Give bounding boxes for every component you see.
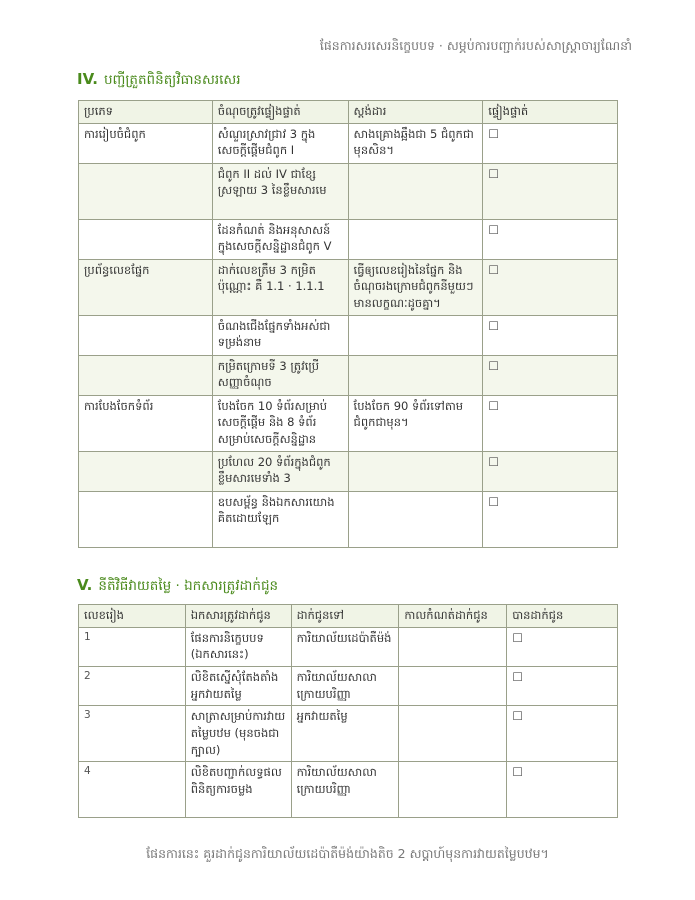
row-deadline[interactable] (399, 627, 507, 666)
table-row (79, 163, 618, 219)
row-number: 2 (79, 667, 186, 706)
column-header-verify: ផ្ទៀងផ្ទាត់ (483, 101, 618, 124)
submitted-checkbox[interactable]: ☐ (507, 706, 618, 762)
row-category (79, 163, 213, 219)
row-document: លិខិតស្នើសុំតែងតាំងអ្នកវាយតម្លៃ (185, 667, 291, 706)
row-item: សំណួរស្រាវជ្រាវ 3 ក្នុងសេចក្តីផ្តើមជំពូក I (212, 123, 348, 163)
section-v-number: V. (77, 576, 93, 594)
table-row (79, 315, 618, 355)
table-row (79, 762, 618, 818)
row-category: ការបែងចែកទំព័រ (79, 395, 213, 451)
table-row (79, 667, 618, 706)
row-standard (348, 219, 483, 259)
table-row (79, 355, 618, 395)
row-submit-to: ការិយាល័យដេប៉ាតឺម៉ង់ (291, 627, 399, 666)
row-item: ប្រហែល 20 ទំព័រក្នុងជំពូកខ្លឹមសារមេទាំង 3 (212, 451, 348, 491)
row-standard (348, 355, 483, 395)
row-standard (348, 451, 483, 491)
row-standard: ធ្វើឲ្យលេខរៀងនៃផ្នែក និងចំណុចរងក្រោមជំពូកនីមួយៗ មានលក្ខណៈដូចគ្នា។ (348, 259, 483, 315)
row-standard (348, 163, 483, 219)
row-category (79, 219, 213, 259)
table-row (79, 259, 618, 315)
row-item: ឧបសម្ព័ន្ធ និងឯកសារយោង គិតដោយឡែក (212, 491, 348, 547)
submitted-checkbox[interactable]: ☐ (507, 762, 618, 818)
table-row (79, 706, 618, 762)
column-header-standard: ស្តង់ដារ (348, 101, 483, 124)
column-header-number: លេខរៀង (79, 605, 186, 628)
row-document: សាត្រាសម្រាប់ការវាយតម្លៃបឋម (មុនចងជាក្បាល) (185, 706, 291, 762)
column-header-submit-to: ដាក់ជូនទៅ (291, 605, 399, 628)
section-iv-title: បញ្ជីត្រួតពិនិត្យវិធានសរសេរ (103, 72, 241, 88)
row-deadline[interactable] (399, 706, 507, 762)
section-iv-number: IV. (77, 70, 98, 88)
submission-header-row (79, 605, 618, 628)
table-row (79, 219, 618, 259)
verify-checkbox[interactable]: ☐ (483, 123, 618, 163)
row-submit-to: ការិយាល័យសាលាក្រោយបរិញ្ញា (291, 762, 399, 818)
row-item: ជំពូក II ដល់ IV ជាខ្សែស្រឡាយ 3 នៃខ្លឹមសារមេ (212, 163, 348, 219)
verify-checkbox[interactable]: ☐ (483, 315, 618, 355)
row-submit-to: ការិយាល័យសាលាក្រោយបរិញ្ញា (291, 667, 399, 706)
column-header-category: ប្រភេទ (79, 101, 213, 124)
row-deadline[interactable] (399, 667, 507, 706)
row-item: កម្រិតក្រោមទី 3 ត្រូវប្រើសញ្ញាចំណុច (212, 355, 348, 395)
verify-checkbox[interactable]: ☐ (483, 395, 618, 451)
row-document: លិខិតបញ្ជាក់លទ្ធផលពិនិត្យការចម្លង (185, 762, 291, 818)
verify-checkbox[interactable]: ☐ (483, 259, 618, 315)
table-row (79, 123, 618, 163)
verify-checkbox[interactable]: ☐ (483, 491, 618, 547)
verify-checkbox[interactable]: ☐ (483, 451, 618, 491)
running-header: ផែនការសរសេរនិក្ខេបបទ · សម្ភប់ការបញ្ជាក់របស់សាស្ត្រាចារ្យណែនាំ (319, 38, 632, 53)
row-document: ផែនការនិក្ខេបបទ (ឯកសារនេះ) (185, 627, 291, 666)
verify-checkbox[interactable]: ☐ (483, 163, 618, 219)
row-standard (348, 491, 483, 547)
table-row (79, 451, 618, 491)
row-number: 3 (79, 706, 186, 762)
row-standard (348, 315, 483, 355)
column-header-deadline: កាលកំណត់ដាក់ជូន (399, 605, 507, 628)
row-deadline[interactable] (399, 762, 507, 818)
row-item: ដែនកំណត់ និងអនុសាសន៍ក្នុងសេចក្តីសន្និដ្ឋានជំពូក V (212, 219, 348, 259)
row-item: បែងចែក 10 ទំព័រសម្រាប់សេចក្តីផ្តើម និង 8 ទំព័រសម្រាប់សេចក្តីសន្និដ្ឋាន (212, 395, 348, 451)
table-row (79, 491, 618, 547)
row-item: ដាក់លេខត្រឹម 3 កម្រិតប៉ុណ្ណោះ គឺ 1.1 · 1.1.1 (212, 259, 348, 315)
verify-checkbox[interactable]: ☐ (483, 219, 618, 259)
column-header-document: ឯកសារត្រូវដាក់ជូន (185, 605, 291, 628)
table-row (79, 395, 618, 451)
row-standard: សាងគ្រោងឆ្អឹងជា 5 ជំពូកជាមុនសិន។ (348, 123, 483, 163)
submitted-checkbox[interactable]: ☐ (507, 667, 618, 706)
section-v-title: នីតិវិធីវាយតម្លៃ · ឯកសារត្រូវដាក់ជូន (98, 578, 279, 594)
column-header-item: ចំណុចត្រូវផ្ទៀងផ្ទាត់ (212, 101, 348, 124)
row-category: ប្រព័ន្ធលេខផ្នែក (79, 259, 213, 315)
row-category (79, 355, 213, 395)
row-category (79, 491, 213, 547)
verify-checkbox[interactable]: ☐ (483, 355, 618, 395)
checklist-table (78, 100, 618, 548)
row-category (79, 315, 213, 355)
column-header-submitted: បានដាក់ជូន (507, 605, 618, 628)
section-iv-heading (77, 70, 241, 91)
row-category (79, 451, 213, 491)
row-number: 4 (79, 762, 186, 818)
row-standard: បែងចែក 90 ទំព័រទៅតាមជំពូកជាមុន។ (348, 395, 483, 451)
submitted-checkbox[interactable]: ☐ (507, 627, 618, 666)
submission-table (78, 604, 618, 818)
section-v-heading (77, 576, 278, 597)
row-category: ការរៀបចំជំពូក (79, 123, 213, 163)
row-submit-to: អ្នកវាយតម្លៃ (291, 706, 399, 762)
row-item: ចំណងជើងផ្នែកទាំងអស់ជាទម្រង់នាម (212, 315, 348, 355)
footer-note: ផែនការនេះ គួរដាក់ជូនការិយាល័យដេប៉ាតឺម៉ង់យ៉ាងតិច 2 សប្តាហ៍មុនការវាយតម្លៃបឋម។ (146, 846, 549, 861)
checklist-header-row (79, 101, 618, 124)
table-row (79, 627, 618, 666)
row-number: 1 (79, 627, 186, 666)
